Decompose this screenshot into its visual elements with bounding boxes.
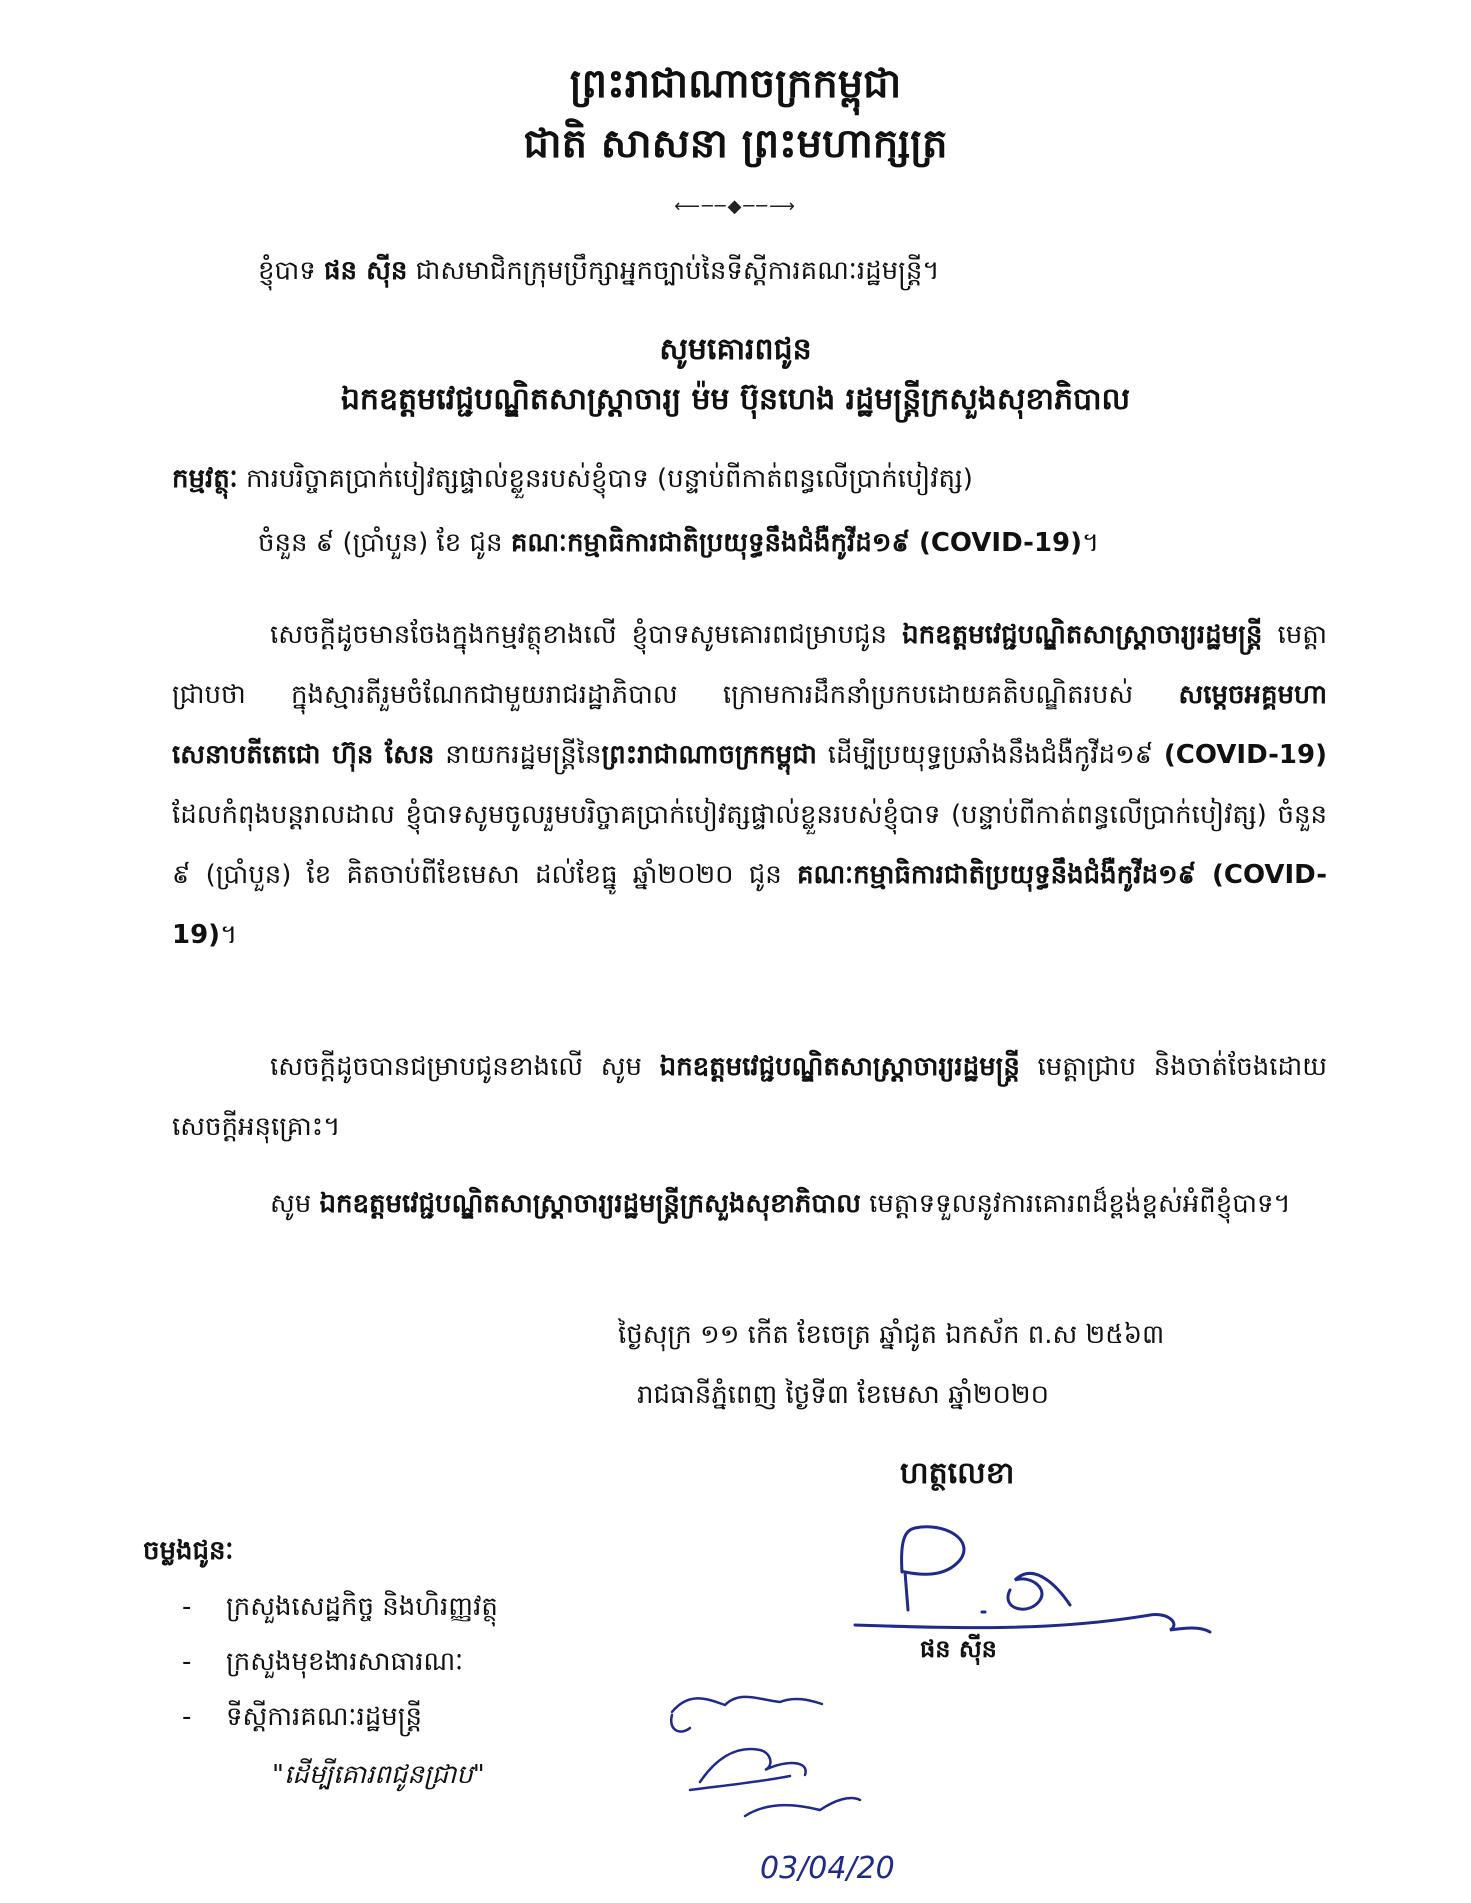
subject-label: កម្មវត្ថុៈ [172,464,238,494]
initials-stroke [672,1697,822,1712]
cc-item-label: ទីស្តីការគណៈរដ្ឋមន្ត្រី [226,1702,422,1732]
respect-line: សូមគោរពជូន [659,332,812,367]
p1-text-g: ដើម្បីប្រយុទ្ធប្រឆាំងនឹងជំងឺកូវីដ១៩ [827,740,1154,770]
cc-item-label: ក្រសួងមុខងារសាធារណៈ [226,1647,464,1677]
signature-ink-icon [855,1527,1210,1632]
cc-item-label: ក្រសួងសេដ្ឋកិច្ច និងហិរញ្ញវត្ថុ [226,1592,498,1622]
p2-text-c: មេត្តាជ្រាប និងចាត់ចែងដោយសេចក្តីអនុគ្រោះ។ [172,1052,1327,1142]
initials-stroke [690,1776,790,1790]
cc-dash: - [182,1702,192,1732]
subject-end: ។ [1082,528,1100,558]
p1-end: ។ [220,920,238,950]
cc-dash: - [182,1592,192,1622]
p1-kingdom: ព្រះរាជាណាចក្រកម្ពុជា [601,740,817,770]
subject-text-2: ចំនួន ៩ (ប្រាំបួន) ខែ ជូន [258,528,503,558]
p1-text-e: នាយករដ្ឋមន្ត្រីនៃ [445,740,602,770]
p1-text-a: សេចក្តីដូចមានចែងក្នុងកម្មវត្ថុខាងលើ ខ្ញុំបាទសូមគោរពជម្រាបជូន [270,620,887,650]
p2-text-a: សេចក្តីដូចបានជម្រាបជូនខាងលើ សូម [270,1052,642,1082]
p1-prime-minister: សម្តេចអគ្គមហាសេនាបតីតេជោ ហ៊ុន សែន [172,680,1327,770]
sender-prefix: ខ្ញុំបាទ [258,256,316,286]
p1-committee: គណៈកម្មាធិការជាតិប្រយុទ្ធនឹងជំងឺកូវីដ១៩ (COVID-19) [172,860,1328,950]
initials-stroke [745,1798,860,1816]
subject-text-1: ការបរិច្ចាគប្រាក់បៀវត្សផ្ទាល់ខ្លួនរបស់ខ្ញុំបាទ (បន្ទាប់ពីកាត់ពន្ធលើប្រាក់បៀវត្ស) [245,464,973,494]
cc-title: ចម្លងជូនៈ [143,1536,234,1566]
sender-name: ផន ស៊ីន [324,256,408,286]
initials-stroke [671,1715,690,1732]
signer-name: ផន ស៊ីន [920,1635,997,1663]
lunar-date: ថ្ងៃសុក្រ ១១ កើត ខែចេត្រ ឆ្នាំជូត ឯកស័ក ព.ស ២៥៦៣ [618,1320,1165,1350]
p1-title-minister: ឯកឧត្តមវេជ្ជបណ្ឌិតសាស្ត្រាចារ្យរដ្ឋមន្ត្រី [902,620,1263,650]
solar-date: រាជធានីភ្នំពេញ ថ្ងៃទី៣ ខែមេសា ឆ្នាំ២០២០ [637,1380,1050,1410]
kingdom-motto-line1: ព្រះរាជាណាចក្រកម្ពុជា [569,61,902,107]
p1-text-c: មេត្តាជ្រាបថា ក្នុងស្មារតីរួមចំណែកជាមួយរាជរដ្ឋាភិបាល ក្រោមការដឹកនាំប្រកបដោយគតិបណ្ឌិតរបស់ [172,620,1328,710]
p1-text-i: ដែលកំពុងបន្តរាលដាល ខ្ញុំបាទសូមចូលរួមបរិច្ចាគប្រាក់បៀវត្សផ្ទាល់ខ្លួនរបស់ខ្ញុំបាទ (បន្ទាប់ពីកាត់ពន្ធលើប្រាក់បៀវត្ស) ចំនួន ៩ (ប្រាំបួន) ខែ គិតចាប់ពីខែមេសា ដល់ខែធ្នូ ឆ្នាំ២០២០ ជូន [172,800,1327,890]
p3-text-c: មេត្តាទទួលនូវការគោរពដ៏ខ្ពង់ខ្ពស់អំពីខ្ញុំបាទ។ [869,1189,1291,1219]
approval-initials-icon [671,1697,860,1816]
signature-stroke [1008,1573,1070,1609]
signature-stroke [902,1527,964,1610]
p2-title-minister: ឯកឧត្តមវេជ្ជបណ្ឌិតសាស្ត្រាចារ្យរដ្ឋមន្ត្រី [659,1052,1020,1082]
header-ornament-divider: ⟵──◆──⟶ [674,196,797,217]
p3-title-minister: ឯកឧត្តមវេជ្ជបណ្ឌិតសាស្ត្រាចារ្យរដ្ឋមន្ត្រីក្រសួងសុខាភិបាល [319,1189,861,1219]
signature-title: ហត្ថលេខា [900,1456,1015,1491]
p1-covid: (COVID-19) [1163,740,1327,770]
cc-dash: - [182,1647,192,1677]
p3-text-a: សូម [270,1189,312,1219]
recipient-line: ឯកឧត្តមវេជ្ជបណ្ឌិតសាស្ត្រាចារ្យ ម៉ម ប៊ុនហេង រដ្ឋមន្ត្រីក្រសួងសុខាភិបាល [340,382,1131,417]
subject-committee: គណៈកម្មាធិការជាតិប្រយុទ្ធនឹងជំងឺកូវីដ១៩ (COVID-19) [510,528,1083,558]
sender-suffix: ជាសមាជិកក្រុមប្រឹក្សាអ្នកច្បាប់នៃទីស្តីការគណៈរដ្ឋមន្ត្រី។ [415,256,940,286]
signature-stroke [855,1615,1210,1632]
kingdom-motto-line2: ជាតិ សាសនា ព្រះមហាក្សត្រ [523,121,948,167]
handwritten-date: 03/04/20 [760,1851,895,1886]
cc-note: "ដើម្បីគោរពជូនជ្រាប" [272,1760,485,1790]
